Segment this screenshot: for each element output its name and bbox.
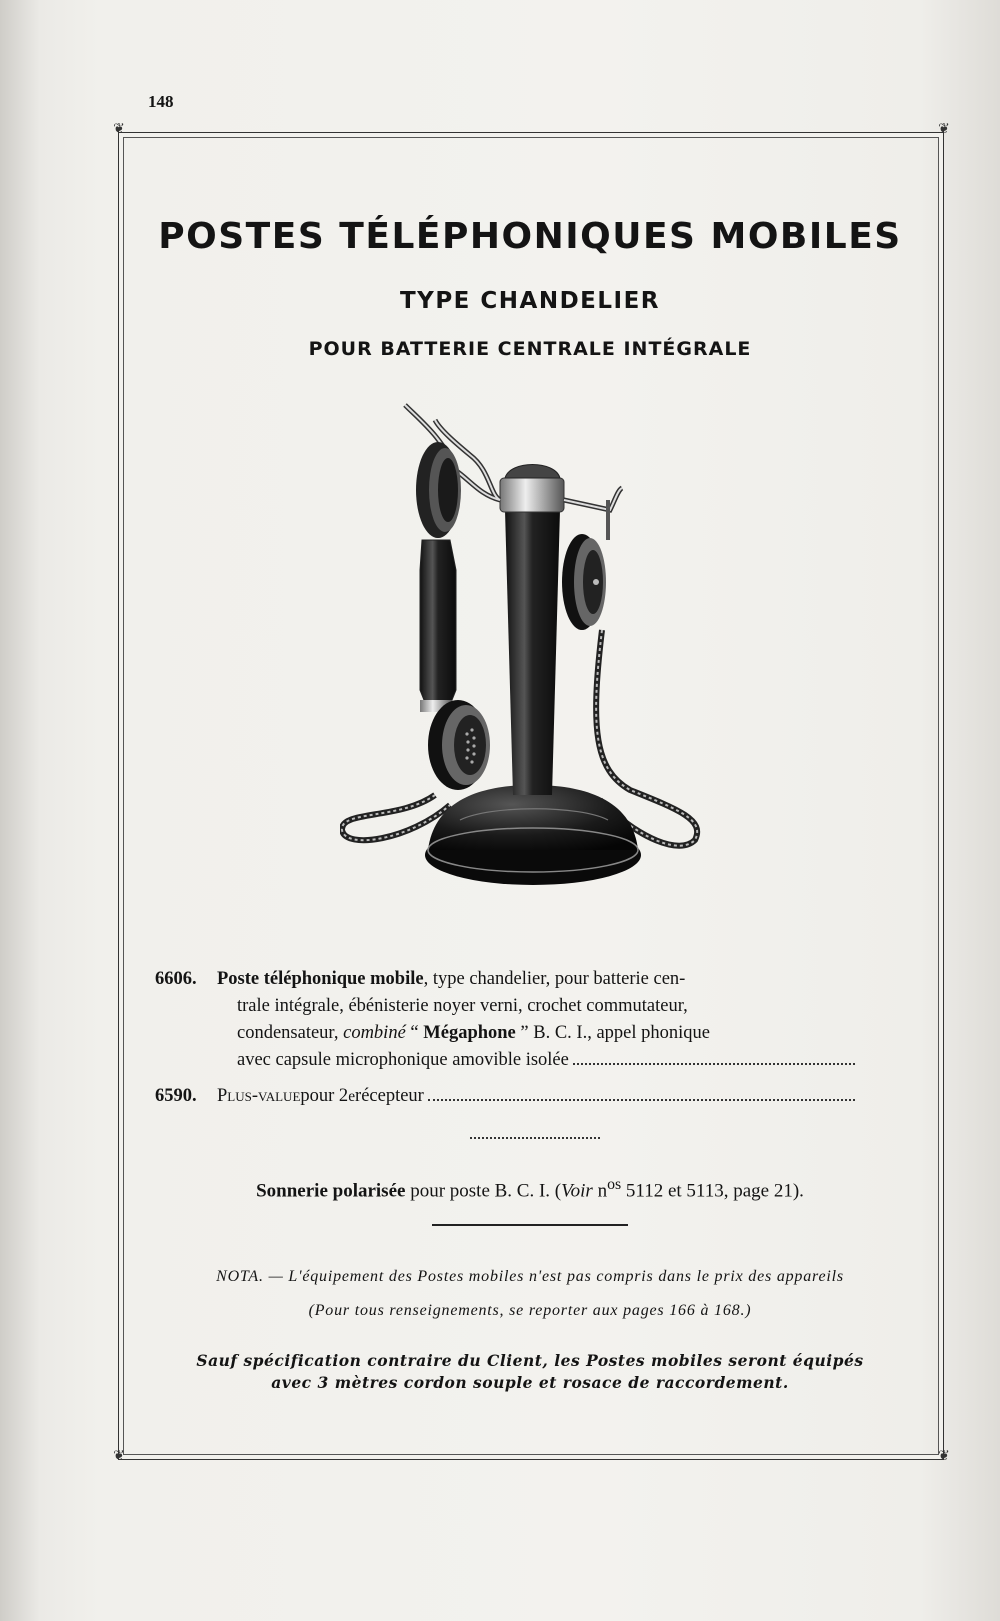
page-subtitle: TYPE CHANDELIER bbox=[399, 288, 661, 314]
dotted-leader bbox=[428, 1099, 855, 1101]
corner-ornament-icon: ❦ bbox=[113, 1449, 125, 1464]
candlestick-telephone-illustration bbox=[340, 400, 730, 920]
catalog-item-6606 bbox=[155, 966, 855, 1074]
item-name: Poste téléphonique mobile bbox=[217, 969, 424, 989]
page-title: POSTES TÉLÉPHONIQUES MOBILES bbox=[158, 216, 902, 257]
nota-line-2: (Pour tous renseignements, se reporter aux pages 166 à 168.) bbox=[308, 1302, 752, 1319]
equipment-note: Sauf spécification contraire du Client, les Postes mobiles seront équipés avec 3 mètres cordon souple et rosace de raccordement. bbox=[196, 1351, 864, 1392]
item-reference: 6606. bbox=[155, 969, 197, 989]
nota-line-1: NOTA. — L'équipement des Postes mobiles n'est pas compris dans le prix des appareils bbox=[216, 1268, 844, 1285]
item-name: Plus-value bbox=[217, 1086, 301, 1106]
item-description: avec capsule microphonique amovible isolée bbox=[155, 1047, 855, 1074]
section-divider bbox=[432, 1224, 628, 1226]
page-subtitle-secondary: POUR BATTERIE CENTRALE INTÉGRALE bbox=[308, 338, 752, 360]
corner-ornament-icon: ❦ bbox=[938, 122, 950, 137]
page-number: 148 bbox=[148, 92, 174, 111]
catalog-item-6590: 6590. Plus-value pour 2 e récepteur bbox=[155, 1083, 855, 1110]
item-description: , type chandelier, pour batterie cen- bbox=[423, 969, 686, 989]
corner-ornament-icon: ❦ bbox=[113, 122, 125, 137]
item-description: condensateur, combiné “ Mégaphone ” B. C. I., appel phonique bbox=[237, 1023, 710, 1043]
corner-ornament-icon: ❦ bbox=[938, 1449, 950, 1464]
dotted-leader bbox=[573, 1063, 855, 1065]
sonnerie-note: Sonnerie polarisée pour poste B. C. I. (Voir $n^{os}$ 5112 et 5113, page 21). bbox=[256, 1176, 804, 1202]
item-reference: 6590. bbox=[155, 1086, 197, 1106]
item-description: trale intégrale, ébénisterie noyer verni, crochet commutateur, bbox=[237, 996, 688, 1016]
dotted-separator bbox=[470, 1137, 600, 1139]
